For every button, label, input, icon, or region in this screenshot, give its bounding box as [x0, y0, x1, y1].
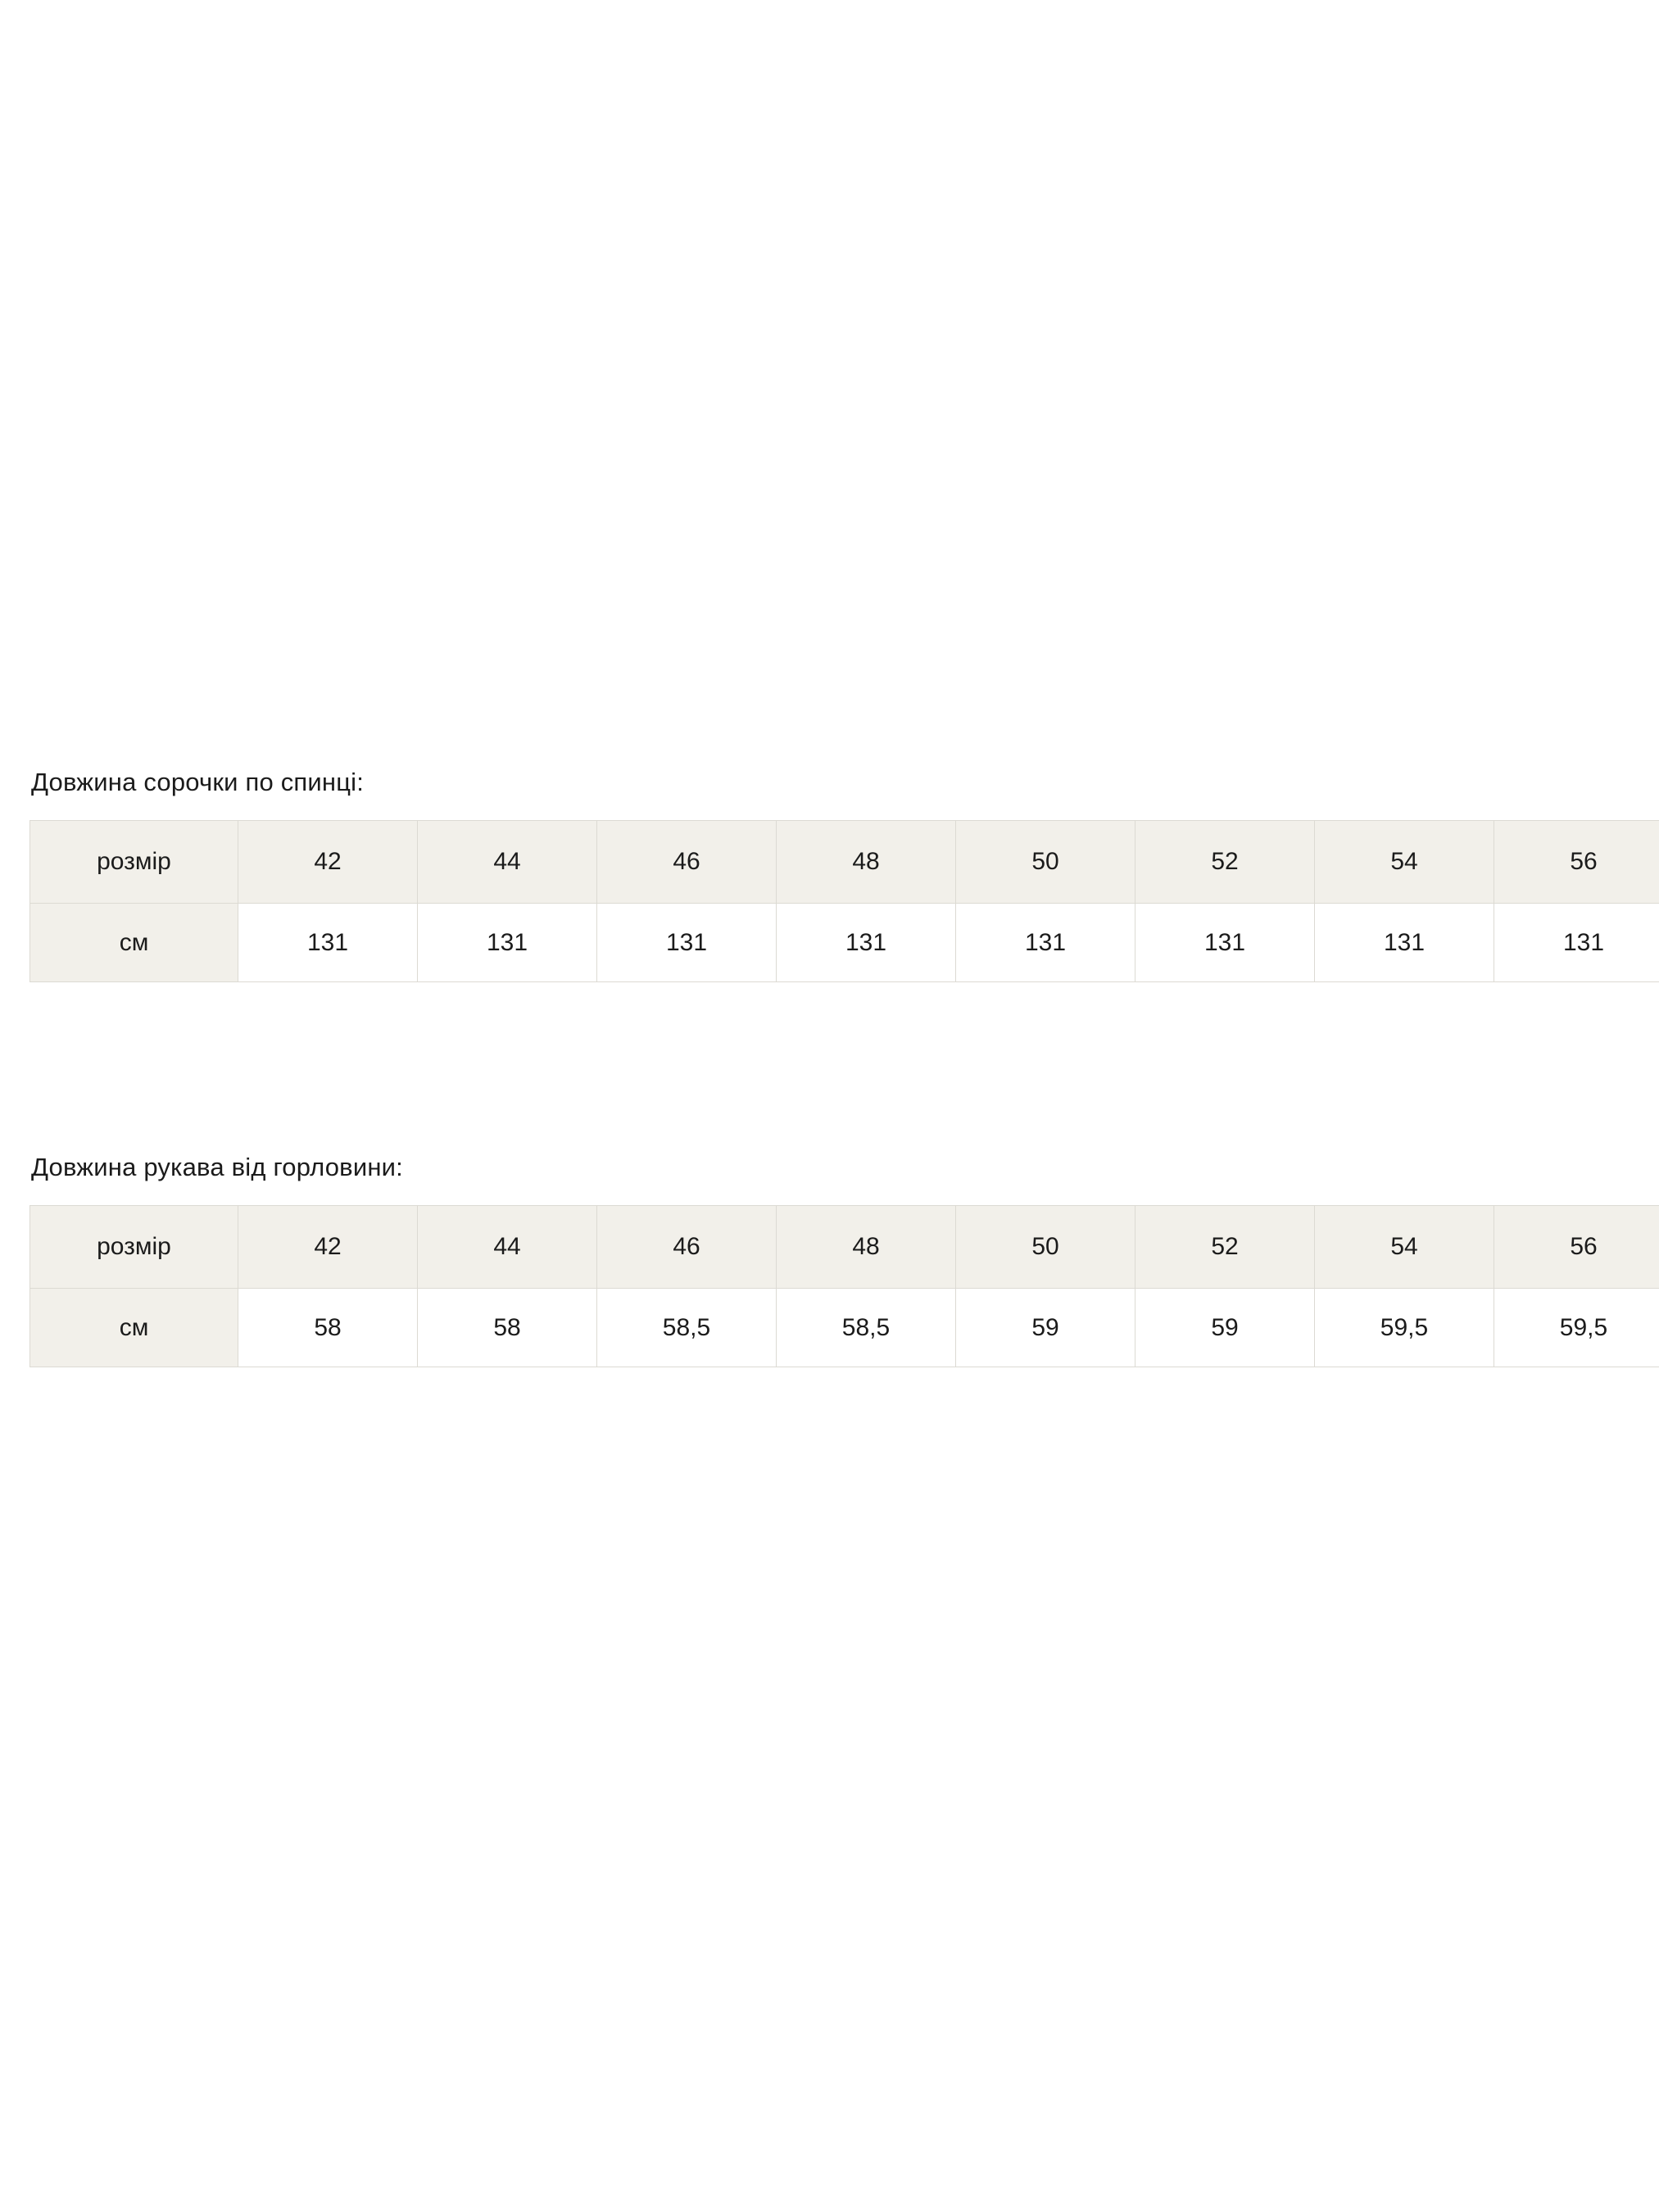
size-cell: 54 [1315, 1206, 1494, 1289]
size-cell: 42 [238, 1206, 418, 1289]
value-cell: 131 [597, 904, 777, 982]
value-cell: 58 [418, 1289, 597, 1367]
size-cell: 52 [1135, 821, 1315, 904]
size-section-sleeve-length [29, 1151, 1656, 1367]
value-cell: 59 [956, 1289, 1135, 1367]
value-cell: 59,5 [1315, 1289, 1494, 1367]
section-caption: Довжина рукава від горловини: [31, 1153, 403, 1181]
value-cell: 131 [238, 904, 418, 982]
value-cell: 131 [418, 904, 597, 982]
size-cell: 48 [777, 821, 956, 904]
size-cell: 54 [1315, 821, 1494, 904]
size-table-shirt-length [29, 820, 1659, 982]
value-cell: 131 [1135, 904, 1315, 982]
row-label-size: розмір [30, 821, 238, 904]
value-cell: 131 [1494, 904, 1659, 982]
row-label-unit: см [30, 904, 238, 982]
value-cell: 59,5 [1494, 1289, 1659, 1367]
table-row-sizes [30, 1206, 1659, 1289]
value-cell: 58,5 [777, 1289, 956, 1367]
size-cell: 50 [956, 821, 1135, 904]
value-cell: 59 [1135, 1289, 1315, 1367]
value-cell: 131 [1315, 904, 1494, 982]
table-row-sizes [30, 821, 1659, 904]
size-cell: 50 [956, 1206, 1135, 1289]
size-cell: 46 [597, 1206, 777, 1289]
table-row-values [30, 1289, 1659, 1367]
value-cell: 58,5 [597, 1289, 777, 1367]
size-cell: 56 [1494, 1206, 1659, 1289]
size-cell: 44 [418, 821, 597, 904]
size-cell: 46 [597, 821, 777, 904]
size-table-sleeve-length [29, 1205, 1659, 1367]
value-cell: 131 [956, 904, 1135, 982]
size-cell: 52 [1135, 1206, 1315, 1289]
size-cell: 56 [1494, 821, 1659, 904]
size-cell: 42 [238, 821, 418, 904]
row-label-unit: см [30, 1289, 238, 1367]
value-cell: 58 [238, 1289, 418, 1367]
value-cell: 131 [777, 904, 956, 982]
row-label-size: розмір [30, 1206, 238, 1289]
table-row-values [30, 904, 1659, 982]
size-cell: 44 [418, 1206, 597, 1289]
section-caption: Довжина сорочки по спинці: [31, 768, 365, 796]
size-section-shirt-length [29, 766, 1656, 982]
size-cell: 48 [777, 1206, 956, 1289]
